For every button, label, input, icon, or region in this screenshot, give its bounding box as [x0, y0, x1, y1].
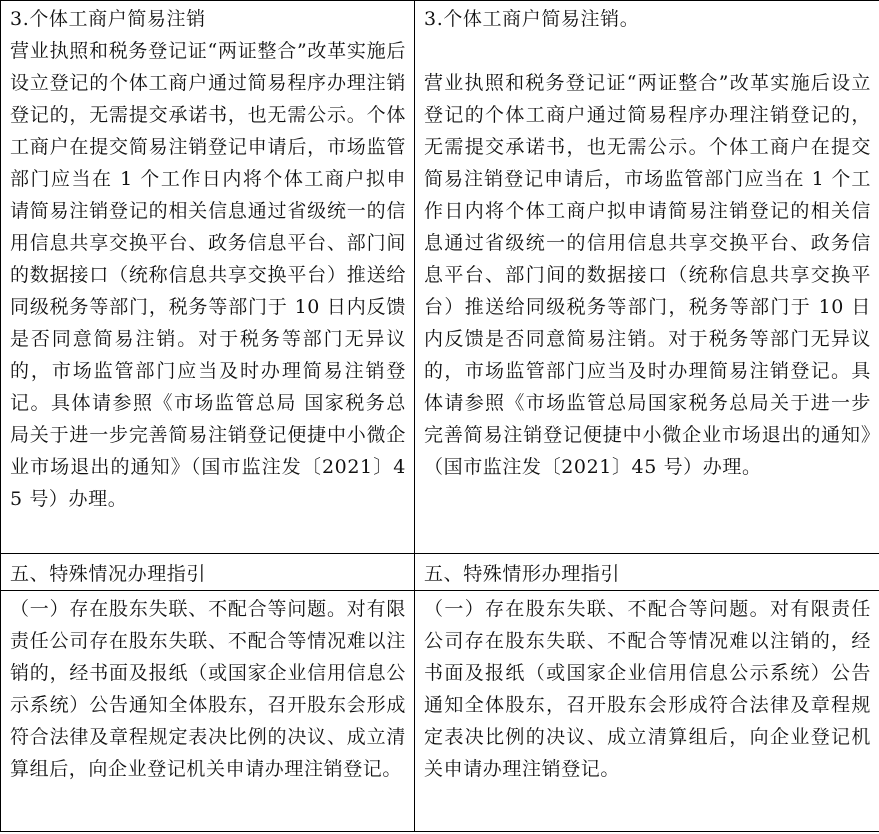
section-heading: 3.个体工商户简易注销 [10, 8, 206, 30]
table-cell-original-simple-deregistration [1, 1, 415, 554]
table-row [1, 1, 879, 554]
table-cell-revised-chapter-title: 五、特殊情形办理指引 [415, 554, 879, 591]
section-heading: 3.个体工商户简易注销。 [424, 8, 640, 30]
table-cell-original-chapter-title: 五、特殊情况办理指引 [1, 554, 415, 591]
table-row [1, 591, 879, 832]
table-cell-revised-simple-deregistration [415, 1, 879, 554]
table-row [1, 554, 879, 591]
section-body: 营业执照和税务登记证“两证整合”改革实施后设立登记的个体工商户通过简易程序办理注销登记的，无需提交承诺书，也无需公示。个体工商户在提交简易注销登记申请后，市场监管部门应当在 1 个工作日内将个体工商户拟申请简易注销登记的相关信息通过省级统一的信用信息共享交换平台、政务信息平台、部门间的数据接口（统称信息共享交换平台）推送给同级税务等部门，税务等部门于 10 日内反馈是否同意简易注销。对于税务等部门无异议的，市场监管部门应当及时办理简易注销登记。具体请参照《市场监管总局国家税务总局关于进一步完善简易注销登记便捷中小微企业市场退出的通知》（国市监注发〔2021〕45 号）办理。 [424, 72, 871, 478]
table-cell-revised-shareholder-issue: （一）存在股东失联、不配合等问题。对有限责任公司存在股东失联、不配合等情况难以注销的，经书面及报纸（或国家企业信用信息公示系统）公告通知全体股东，召开股东会形成符合法律及章程规定表决比例的决议、成立清算组后，向企业登记机关申请办理注销登记。 [415, 591, 879, 832]
table-cell-original-shareholder-issue: （一）存在股东失联、不配合等问题。对有限责任公司存在股东失联、不配合等情况难以注销的，经书面及报纸（或国家企业信用信息公示系统）公告通知全体股东，召开股东会形成符合法律及章程规定表决比例的决议、成立清算组后，向企业登记机关申请办理注销登记。 [1, 591, 415, 832]
section-body: 营业执照和税务登记证“两证整合”改革实施后设立登记的个体工商户通过简易程序办理注销登记的，无需提交承诺书，也无需公示。个体工商户在提交简易注销登记申请后，市场监管部门应当在 1 个工作日内将个体工商户拟申请简易注销登记的相关信息通过省级统一的信用信息共享交换平台、政务信息平台、部门间的数据接口（统称信息共享交换平台）推送给同级税务等部门，税务等部门于 10 日内反馈是否同意简易注销。对于税务等部门无异议的，市场监管部门应当及时办理简易注销登记。具体请参照《市场监管总局 国家税务总局关于进一步完善简易注销登记便捷中小微企业市场退出的通知》（国市监注发〔2021〕45 号）办理。 [10, 40, 406, 510]
blank-line [424, 35, 871, 67]
